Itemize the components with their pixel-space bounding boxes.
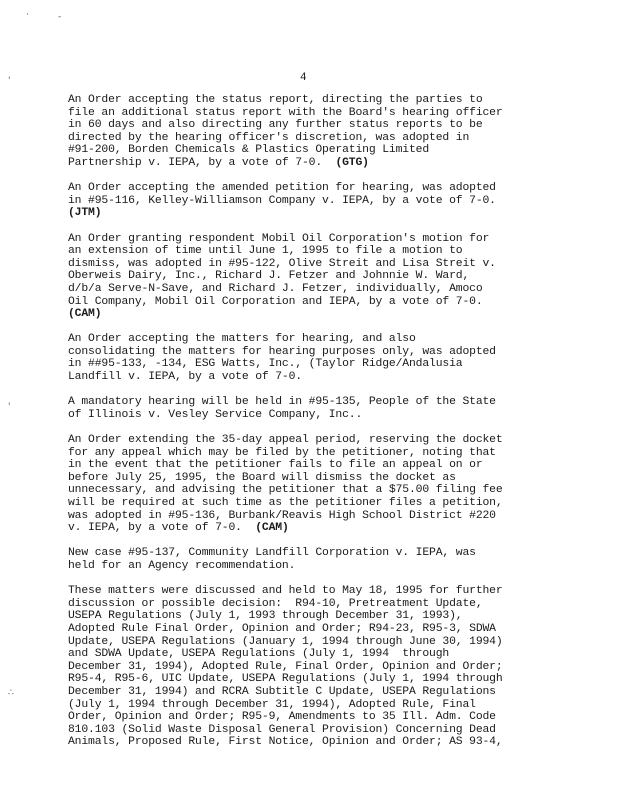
paragraph-line: These matters were discussed and held to May 18, 1995 for further	[68, 585, 503, 598]
paragraph-line: An Order accepting the status report, directing the parties to	[68, 94, 483, 106]
minutes-paragraph	[68, 333, 613, 383]
paragraph-line: Landfill v. IEPA, by a vote of 7-0.	[68, 371, 302, 384]
scan-speck: ∴	[8, 688, 14, 698]
paragraph-line: Order, Opinion and Order; R95-9, Amendments to 35 Ill. Adm. Code	[68, 711, 496, 724]
paragraph-line: will be required at such time as the petitioner files a petition,	[68, 497, 503, 509]
paragraph-line: in 60 days and also directing any further status reports to be	[68, 119, 483, 132]
commissioner-initials: (CAM)	[255, 522, 289, 535]
paragraph-line: 810.103 (Solid Waste Disposal General Provision) Concerning Dead	[68, 723, 496, 736]
paragraph-line: in #95-116, Kelley-Williamson Company v. IEPA, by a vote of 7-0.	[68, 194, 496, 207]
paragraph-line: before July 25, 1995, the Board will dismiss the docket as	[68, 471, 456, 484]
paragraph-line: Oberweis Dairy, Inc., Richard J. Fetzer and Johnnie W. Ward,	[68, 270, 470, 283]
paragraph-line: R95-4, R95-6, UIC Update, USEPA Regulations (July 1, 1994 through	[68, 673, 503, 686]
minutes-paragraph	[68, 434, 613, 535]
document-body	[68, 94, 613, 749]
paragraph-line: unnecessary, and advising the petitioner that a $75.00 filing fee	[68, 484, 503, 497]
page-number: 4	[300, 72, 307, 84]
paragraph-line: Oil Company, Mobil Oil Corporation and IEPA, by a vote of 7-0.	[68, 295, 483, 308]
paragraph-line: in ##95-133, -134, ESG Watts, Inc., (Taylor Ridge/Andalusia	[68, 358, 463, 371]
minutes-paragraph	[68, 585, 613, 749]
paragraph-line: an extension of time until June 1, 1995 to file a motion to	[68, 245, 463, 258]
minutes-paragraph	[68, 182, 613, 220]
paragraph-line: A mandatory hearing will be held in #95-135, People of the State	[68, 396, 496, 409]
paragraph-line: Update, USEPA Regulations (January 1, 1994 through June 30, 1994)	[68, 635, 503, 648]
paragraph-line: held for an Agency recommendation.	[68, 559, 296, 572]
paragraph-line: for any appeal which may be filed by the petitioner, noting that	[68, 446, 496, 459]
paragraph-line: USEPA Regulations (July 1, 1993 through December 31, 1993),	[68, 610, 463, 623]
paragraph-line: Partnership v. IEPA, by a vote of 7-0.	[68, 156, 323, 169]
paragraph-line: in the event that the petitioner fails to file an appeal on or	[68, 459, 483, 472]
paragraph-line: was adopted in #95-136, Burbank/Reavis High School District #220	[68, 509, 496, 522]
scan-speck: '	[8, 402, 11, 412]
paragraph-line: (July 1, 1994 through December 31, 1994), Adopted Rule, Final	[68, 698, 476, 711]
paragraph-line: discussion or possible decision: R94-10, Pretreatment Update,	[68, 597, 483, 610]
paragraph-line: d/b/a Serve-N-Save, and Richard J. Fetzer, individually, Amoco	[68, 282, 483, 295]
paragraph-line: Adopted Rule Final Order, Opinion and Order; R94-23, R95-3, SDWA	[68, 622, 496, 635]
scan-speck: -	[58, 12, 62, 22]
paragraph-line: New case #95-137, Community Landfill Corporation v. IEPA, was	[68, 547, 476, 560]
paragraph-line: dismiss, was adopted in #95-122, Olive Streit and Lisa Streit v.	[68, 257, 496, 270]
paragraph-line: #91-200, Borden Chemicals & Plastics Operating Limited	[68, 144, 430, 157]
paragraph-line: file an additional status report with the Board's hearing officer	[68, 106, 503, 119]
paragraph-line: An Order extending the 35-day appeal period, reserving the docket	[68, 434, 503, 447]
scan-speck: ·	[26, 10, 29, 20]
paragraph-line: consolidating the matters for hearing purposes only, was adopted	[68, 345, 496, 358]
scan-speck: '	[8, 76, 11, 86]
paragraph-line: December 31, 1994), Adopted Rule, Final Order, Opinion and Order;	[68, 660, 503, 673]
paragraph-line: v. IEPA, by a vote of 7-0.	[68, 522, 242, 535]
minutes-paragraph	[68, 396, 613, 421]
paragraph-line: An Order granting respondent Mobil Oil Corporation's motion for	[68, 232, 490, 245]
paragraph-line: directed by the hearing officer's discretion, was adopted in	[68, 131, 470, 144]
minutes-paragraph	[68, 233, 613, 321]
commissioner-initials: (JTM)	[68, 207, 102, 220]
commissioner-initials: (GTG)	[335, 156, 369, 169]
minutes-paragraph	[68, 94, 613, 170]
paragraph-line: An Order accepting the matters for hearing, and also	[68, 333, 416, 346]
paragraph-line: and SDWA Update, USEPA Regulations (July 1, 1994 through	[68, 648, 450, 661]
paragraph-line: Animals, Proposed Rule, First Notice, Opinion and Order; AS 93-4,	[68, 736, 503, 749]
paragraph-line: December 31, 1994) and RCRA Subtitle C Update, USEPA Regulations	[68, 685, 496, 698]
commissioner-initials: (CAM)	[68, 308, 102, 321]
paragraph-line: An Order accepting the amended petition for hearing, was adopted	[68, 182, 496, 195]
paragraph-line: of Illinois v. Vesley Service Company, Inc..	[68, 408, 363, 421]
minutes-paragraph	[68, 547, 613, 572]
